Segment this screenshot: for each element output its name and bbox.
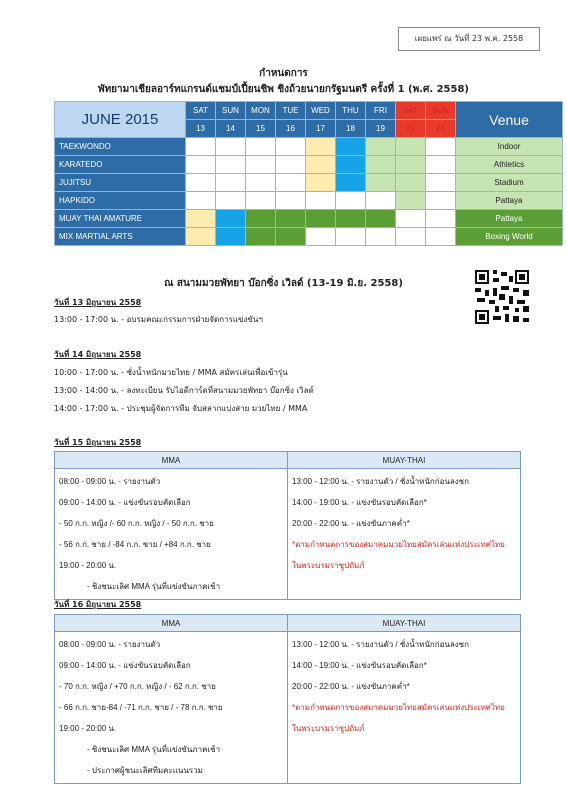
schedule-note: *ตามกำหนดการของสมาคมมวยไทยสมัครเล่นแห่งประเทศไทย bbox=[292, 703, 505, 712]
schedule-cell bbox=[306, 192, 336, 210]
schedule-cell bbox=[186, 156, 216, 174]
day-sun-21: SUN bbox=[426, 102, 456, 120]
schedule-line: 13:00 - 12:00 น. - รายงานตัว / ชั่งน้ำหนักก่อนลงชก bbox=[292, 477, 469, 486]
schedule-row-karatedo bbox=[55, 156, 563, 174]
date-18: 18 bbox=[336, 120, 366, 138]
muay-thai-schedule bbox=[288, 632, 521, 784]
schedule-cell bbox=[396, 174, 426, 192]
schedule-cell bbox=[306, 174, 336, 192]
schedule-cell bbox=[426, 210, 456, 228]
day-13-line: 13:00 - 17:00 น. - อบรมคณะกรรมการฝ่ายจัดการแข่งขันฯ bbox=[54, 315, 263, 324]
sport-label: HAPKIDO bbox=[55, 192, 186, 210]
date-21: 21 bbox=[426, 120, 456, 138]
schedule-line: 14:00 - 19:00 น. - แข่งขันรอบคัดเลือก* bbox=[292, 661, 427, 670]
venue-cell: Boxing World bbox=[456, 228, 563, 246]
mma-schedule bbox=[55, 632, 288, 784]
title-line-2: พัทยามาเชียลอาร์ทแกรนด์แชมป์เปี้ยนชิพ ชิงถ้วยนายกรัฐมนตรี ครั้งที่ 1 (พ.ศ. 2558) bbox=[97, 84, 469, 95]
schedule-cell bbox=[276, 156, 306, 174]
schedule-line: - 50 ก.ก. หญิง /- 60 ก.ก. หญิง / - 50 ก.ก. ชาย bbox=[59, 519, 214, 528]
schedule-cell bbox=[216, 174, 246, 192]
day-tue-16: TUE bbox=[276, 102, 306, 120]
mma-header: MMA bbox=[55, 615, 288, 632]
schedule-cell bbox=[306, 156, 336, 174]
day-16-table bbox=[54, 614, 521, 784]
day-15-table bbox=[54, 451, 521, 600]
schedule-cell bbox=[366, 174, 396, 192]
day-wed-17: WED bbox=[306, 102, 336, 120]
schedule-line: 19:00 - 20:00 น. bbox=[59, 724, 117, 733]
schedule-cell bbox=[276, 228, 306, 246]
venue-cell: Athletics bbox=[456, 156, 563, 174]
date-17: 17 bbox=[306, 120, 336, 138]
day-fri-19: FRI bbox=[366, 102, 396, 120]
venue-header: Venue bbox=[456, 102, 563, 138]
schedule-cell bbox=[336, 228, 366, 246]
day-thu-18: THU bbox=[336, 102, 366, 120]
day-16-heading: วันที่ 16 มิถุนายน 2558 bbox=[54, 600, 142, 609]
day-15-heading: วันที่ 15 มิถุนายน 2558 bbox=[54, 438, 142, 447]
schedule-cell bbox=[396, 138, 426, 156]
schedule-line: - 70 ก.ก. หญิง / +70 ก.ก. หญิง / - 62 ก.ก. ชาย bbox=[59, 682, 216, 691]
sport-label: MIX MARTIAL ARTS bbox=[55, 228, 186, 246]
schedule-cell bbox=[306, 138, 336, 156]
schedule-cell bbox=[366, 210, 396, 228]
schedule-line: 08:00 - 09:00 น. - รายงานตัว bbox=[59, 640, 161, 649]
venue-cell: Pattaya bbox=[456, 210, 563, 228]
schedule-line: - 56 ก.ก. ชาย / -84 ก.ก. ชาย / +84 ก.ก. ชาย bbox=[59, 540, 211, 549]
schedule-line: 14:00 - 19:00 น. - แข่งขันรอบคัดเลือก* bbox=[292, 498, 427, 507]
schedule-header-row bbox=[55, 102, 563, 120]
schedule-line: - ชิงชนะเลิศ MMA รุ่นที่แข่งขันภาคเช้า bbox=[87, 582, 221, 591]
schedule-cell bbox=[216, 192, 246, 210]
sport-label: KARATEDO bbox=[55, 156, 186, 174]
venue-cell: Indoor bbox=[456, 138, 563, 156]
schedule-cell bbox=[246, 138, 276, 156]
schedule-cell bbox=[336, 138, 366, 156]
schedule-cell bbox=[246, 210, 276, 228]
date-13: 13 bbox=[186, 120, 216, 138]
schedule-line: - 66 ก.ก. ชาย-84 / -71 ก.ก. ชาย / - 78 ก.ก. ชาย bbox=[59, 703, 223, 712]
schedule-cell bbox=[396, 228, 426, 246]
schedule-note: ในพระบรมราชูปถัมภ์ bbox=[292, 561, 365, 570]
schedule-cell bbox=[276, 138, 306, 156]
day-14-line: 14:00 - 17:00 น. - ประชุมผู้จัดการทีม จับสลากแบ่งสาย มวยไทย / MMA bbox=[54, 404, 308, 413]
muay-thai-header: MUAY-THAI bbox=[288, 452, 521, 469]
venue-cell: Pattaya bbox=[456, 192, 563, 210]
day-sun-14: SUN bbox=[216, 102, 246, 120]
date-20: 20 bbox=[396, 120, 426, 138]
schedule-note: ในพระบรมราชูปถัมภ์ bbox=[292, 724, 365, 733]
schedule-cell bbox=[276, 210, 306, 228]
schedule-cell bbox=[246, 192, 276, 210]
date-16: 16 bbox=[276, 120, 306, 138]
schedule-line: 20:00 - 22:00 น. - แข่งขันภาคค่ำ* bbox=[292, 682, 410, 691]
schedule-cell bbox=[426, 192, 456, 210]
schedule-cell bbox=[366, 156, 396, 174]
schedule-cell bbox=[426, 174, 456, 192]
schedule-row-hapkido bbox=[55, 192, 563, 210]
schedule-row-taekwondo bbox=[55, 138, 563, 156]
schedule-row-mma bbox=[55, 228, 563, 246]
schedule-cell bbox=[276, 192, 306, 210]
schedule-line: 19:00 - 20:00 น. bbox=[59, 561, 117, 570]
schedule-line: 09:00 - 14:00 น. - แข่งขันรอบคัดเลือก bbox=[59, 661, 191, 670]
schedule-cell bbox=[426, 138, 456, 156]
schedule-cell bbox=[246, 228, 276, 246]
sport-label: TAEKWONDO bbox=[55, 138, 186, 156]
schedule-cell bbox=[186, 228, 216, 246]
schedule-cell bbox=[186, 192, 216, 210]
schedule-cell bbox=[186, 174, 216, 192]
mma-header: MMA bbox=[55, 452, 288, 469]
day-14-line: 10:00 - 17:00 น. - ชั่งน้ำหนักมวยไทย / MMA สมัครเล่นเพื่อเข้ารุ่น bbox=[54, 368, 288, 377]
schedule-cell bbox=[216, 156, 246, 174]
schedule-cell bbox=[306, 228, 336, 246]
day-14-heading: วันที่ 14 มิถุนายน 2558 bbox=[54, 350, 142, 359]
schedule-cell bbox=[276, 174, 306, 192]
schedule-cell bbox=[336, 210, 366, 228]
schedule-cell bbox=[216, 138, 246, 156]
schedule-cell bbox=[366, 192, 396, 210]
schedule-line: 09:00 - 14:00 น. - แข่งขันรอบคัดเลือก bbox=[59, 498, 191, 507]
schedule-cell bbox=[426, 228, 456, 246]
schedule-cell bbox=[246, 174, 276, 192]
date-14: 14 bbox=[216, 120, 246, 138]
schedule-cell bbox=[336, 192, 366, 210]
date-15: 15 bbox=[246, 120, 276, 138]
schedule-cell bbox=[396, 210, 426, 228]
schedule-cell bbox=[246, 156, 276, 174]
schedule-row-jujitsu bbox=[55, 174, 563, 192]
title-line-1: กำหนดการ bbox=[259, 68, 308, 79]
schedule-cell bbox=[336, 174, 366, 192]
schedule-cell bbox=[216, 228, 246, 246]
schedule-cell bbox=[186, 210, 216, 228]
schedule-line: - ชิงชนะเลิศ MMA รุ่นที่แข่งขันภาคเช้า bbox=[87, 745, 221, 754]
schedule-cell bbox=[336, 156, 366, 174]
day-sat-13: SAT bbox=[186, 102, 216, 120]
muay-thai-header: MUAY-THAI bbox=[288, 615, 521, 632]
schedule-cell bbox=[366, 138, 396, 156]
schedule-cell bbox=[306, 210, 336, 228]
schedule-note: *ตามกำหนดการของสมาคมมวยไทยสมัครเล่นแห่งประเทศไทย bbox=[292, 540, 505, 549]
schedule-cell bbox=[426, 156, 456, 174]
date-19: 19 bbox=[366, 120, 396, 138]
schedule-table bbox=[54, 101, 563, 246]
schedule-line: - ประกาศผู้ชนะเลิศทีมคะแนนรวม bbox=[87, 766, 203, 775]
sport-label: MUAY THAI AMATURE bbox=[55, 210, 186, 228]
muay-thai-schedule bbox=[288, 469, 521, 600]
schedule-line: 08:00 - 09:00 น. - รายงานตัว bbox=[59, 477, 161, 486]
day-mon-15: MON bbox=[246, 102, 276, 120]
schedule-cell bbox=[396, 156, 426, 174]
venue-cell: Stadium bbox=[456, 174, 563, 192]
published-date-box: เผยแพร่ ณ วันที่ 23 พ.ค. 2558 bbox=[398, 27, 540, 51]
schedule-cell bbox=[366, 228, 396, 246]
schedule-cell bbox=[396, 192, 426, 210]
schedule-row-muaythai bbox=[55, 210, 563, 228]
sport-label: JUJITSU bbox=[55, 174, 186, 192]
venue-subtitle: ณ สนามมวยพัทยา บ๊อกซิ่ง เวิลด์ (13-19 มิ.ย. 2558) bbox=[164, 278, 403, 289]
schedule-cell bbox=[186, 138, 216, 156]
day-sat-20: SAT bbox=[396, 102, 426, 120]
mma-schedule bbox=[55, 469, 288, 600]
month-cell: JUNE 2015 bbox=[55, 102, 186, 138]
day-13-heading: วันที่ 13 มิถุนายน 2558 bbox=[54, 298, 142, 307]
schedule-line: 20:00 - 22:00 น. - แข่งขันภาคค่ำ* bbox=[292, 519, 410, 528]
day-14-line: 13:00 - 14:00 น. - ลงทะเบียน รับไอดีการ์ดที่สนามมวยพัทยา บ๊อกซิ่ง เวิลด์ bbox=[54, 386, 314, 395]
schedule-line: 13:00 - 12:00 น. - รายงานตัว / ชั่งน้ำหนักก่อนลงชก bbox=[292, 640, 469, 649]
schedule-cell bbox=[216, 210, 246, 228]
